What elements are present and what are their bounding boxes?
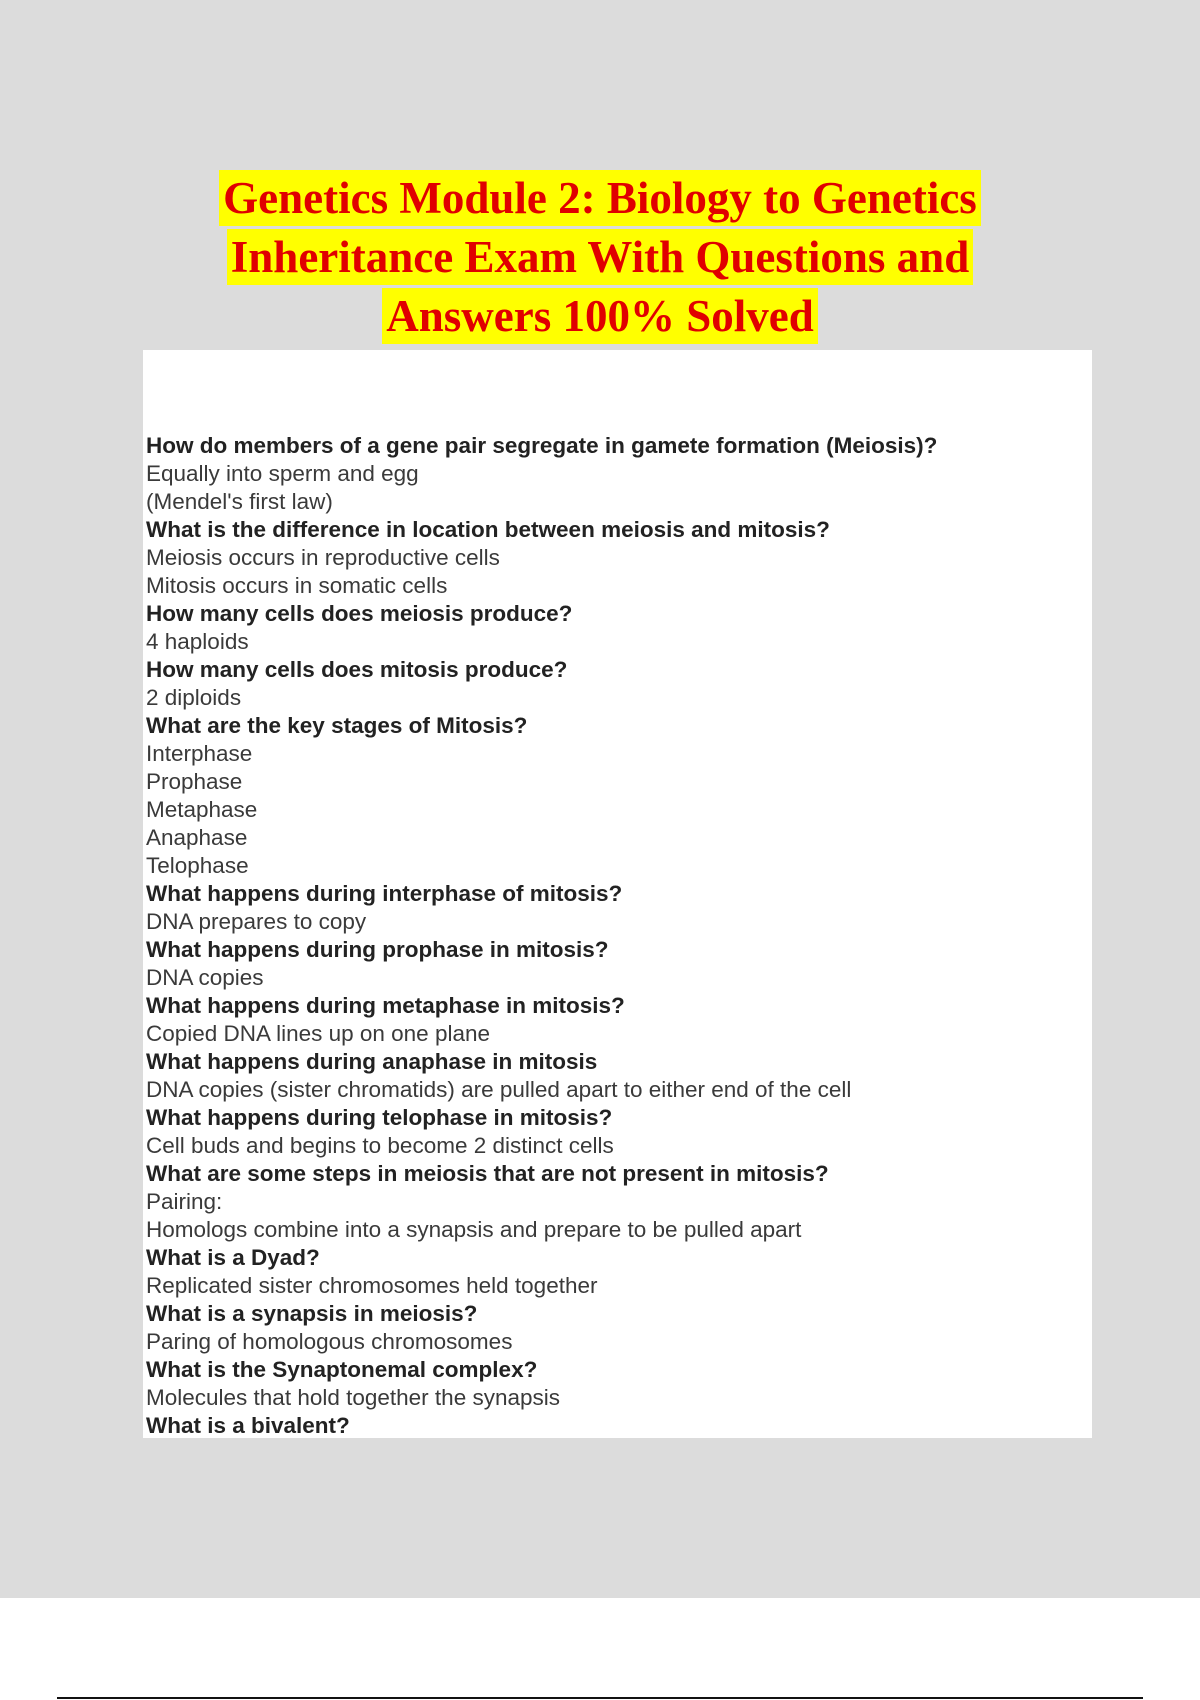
answer-line: Replicated sister chromosomes held together	[146, 1273, 598, 1298]
answer-line: 4 haploids	[146, 629, 249, 654]
answer-line: Interphase	[146, 741, 253, 766]
question: What is a bivalent?	[146, 1413, 350, 1438]
question: What is the difference in location between meiosis and mitosis?	[146, 517, 830, 542]
answer-line: Pairing:	[146, 1189, 223, 1214]
question: What happens during prophase in mitosis?	[146, 937, 609, 962]
answer-line: Homologs combine into a synapsis and prepare to be pulled apart	[146, 1217, 802, 1242]
answer-line: Telophase	[146, 853, 249, 878]
question: What happens during metaphase in mitosis?	[146, 993, 625, 1018]
question: How do members of a gene pair segregate in gamete formation (Meiosis)?	[146, 433, 938, 458]
answer-line: Cell buds and begins to become 2 distinct cells	[146, 1133, 614, 1158]
document-title	[0, 168, 1200, 345]
answer-line: Prophase	[146, 769, 243, 794]
question: How many cells does mitosis produce?	[146, 657, 568, 682]
answer-line: (Mendel's first law)	[146, 489, 333, 514]
question: What is the Synaptonemal complex?	[146, 1357, 538, 1382]
question: What are the key stages of Mitosis?	[146, 713, 528, 738]
answer-line: Metaphase	[146, 797, 258, 822]
question: What happens during telophase in mitosis?	[146, 1105, 613, 1130]
answer-line: 2 diploids	[146, 685, 242, 710]
footer-divider	[57, 1697, 1143, 1699]
question: What happens during anaphase in mitosis	[146, 1049, 598, 1074]
question: What happens during interphase of mitosis?	[146, 881, 623, 906]
qa-list	[146, 432, 1086, 1440]
title-line-1: Genetics Module 2: Biology to Genetics	[219, 170, 981, 226]
question: What is a Dyad?	[146, 1245, 320, 1270]
answer-line: Copied DNA lines up on one plane	[146, 1021, 490, 1046]
answer-line: Molecules that hold together the synapsis	[146, 1385, 560, 1410]
answer-line: Equally into sperm and egg	[146, 461, 419, 486]
title-line-3: Answers 100% Solved	[382, 288, 818, 344]
question: How many cells does meiosis produce?	[146, 601, 573, 626]
answer-line: DNA prepares to copy	[146, 909, 367, 934]
answer-line: DNA copies	[146, 965, 264, 990]
answer-line: Anaphase	[146, 825, 248, 850]
answer-line: Meiosis occurs in reproductive cells	[146, 545, 500, 570]
answer-line: Paring of homologous chromosomes	[146, 1329, 513, 1354]
title-line-2: Inheritance Exam With Questions and	[227, 229, 973, 285]
question: What are some steps in meiosis that are not present in mitosis?	[146, 1161, 829, 1186]
answer-line: DNA copies (sister chromatids) are pulled apart to either end of the cell	[146, 1077, 852, 1102]
answer-line: Mitosis occurs in somatic cells	[146, 573, 448, 598]
question: What is a synapsis in meiosis?	[146, 1301, 478, 1326]
